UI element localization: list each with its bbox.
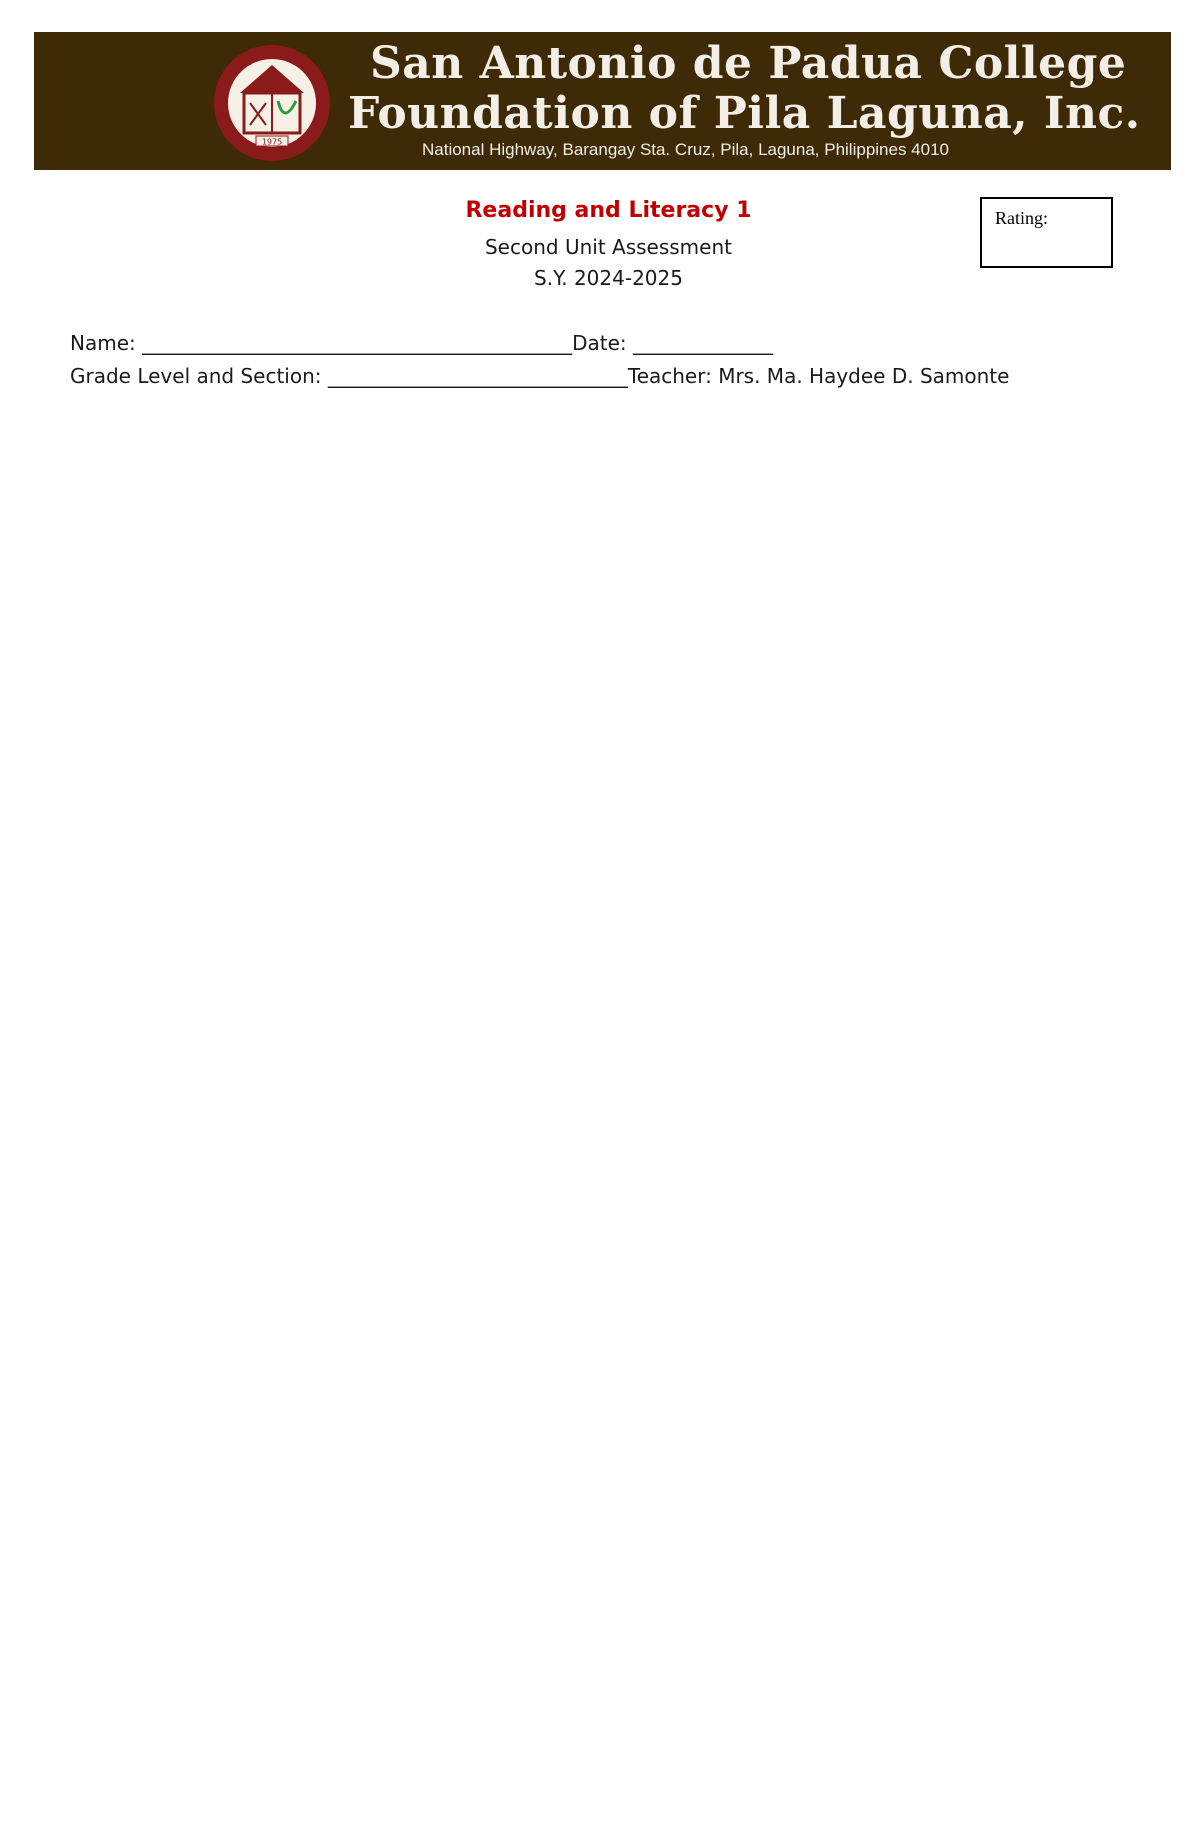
name-date-line: Name: ___________________________________________Date: ______________ (70, 331, 773, 355)
rating-box (980, 197, 1113, 268)
school-name-line-2: Foundation of Pila Laguna, Inc. (348, 88, 1141, 139)
subject-title: Reading and Literacy 1 (465, 198, 752, 223)
school-name-line-1: San Antonio de Padua College (370, 38, 1127, 89)
grade-teacher-line: Grade Level and Section: ______________________________Teacher: Mrs. Ma. Haydee D. Samonte (70, 364, 1010, 388)
school-year: S.Y. 2024-2025 (534, 266, 683, 290)
school-address: National Highway, Barangay Sta. Cruz, Pila, Laguna, Philippines 4010 (422, 140, 949, 159)
svg-text:1975: 1975 (261, 137, 283, 147)
assessment-name: Second Unit Assessment (484, 235, 732, 259)
header-banner (34, 32, 1171, 170)
school-seal-logo (212, 43, 332, 163)
rating-label: Rating: (995, 208, 1048, 228)
